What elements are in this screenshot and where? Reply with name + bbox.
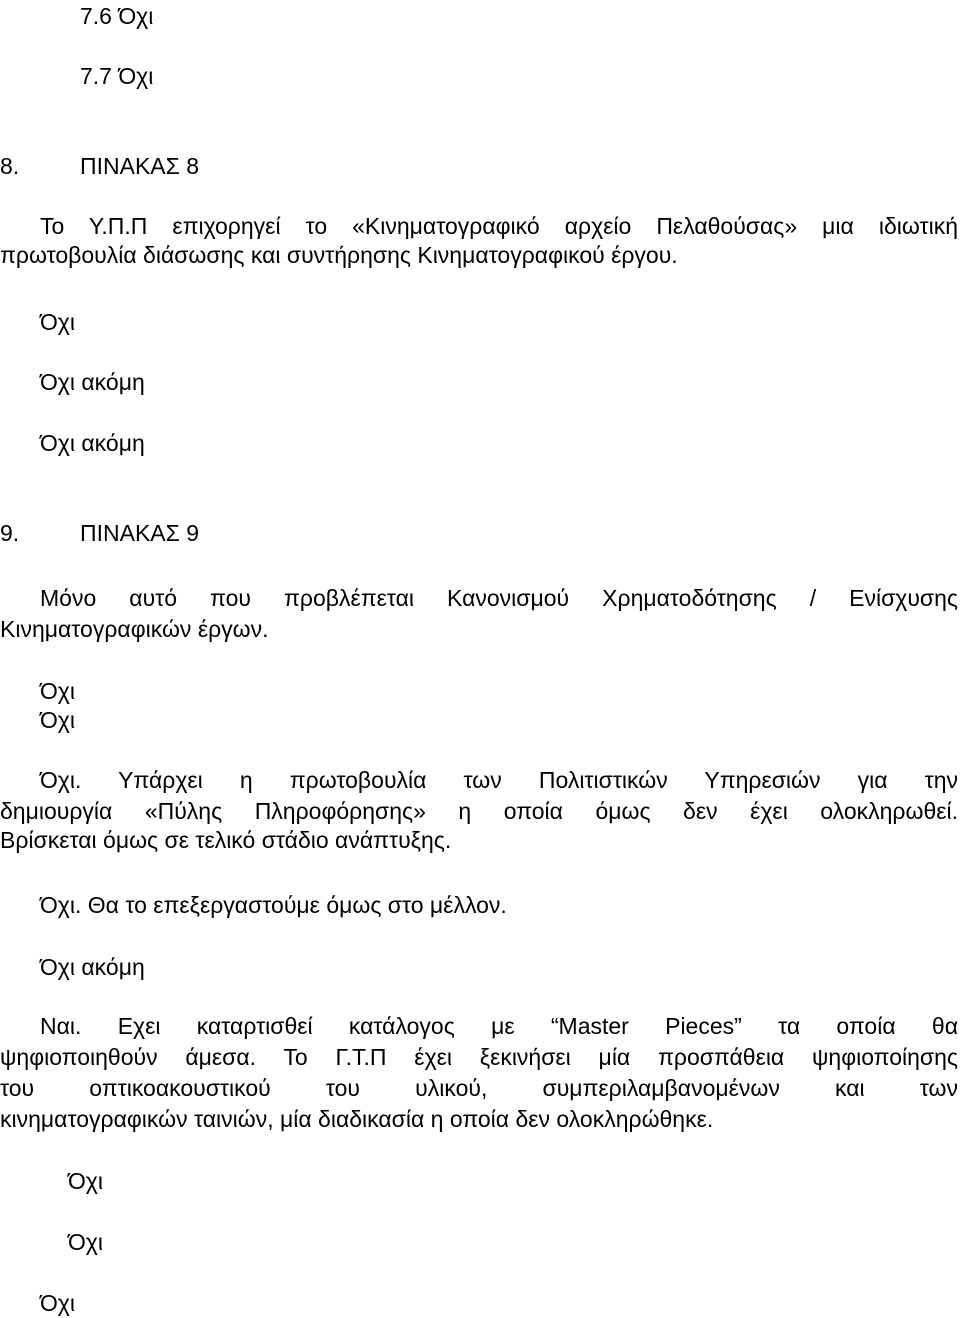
section-9-paragraph-3-line: Ναι. Εχει καταρτισθεί κατάλογος με “Master Pieces” τα οποία θα: [40, 1013, 958, 1039]
section-8-heading: ΠΙΝΑΚΑΣ 8: [80, 153, 200, 179]
section-9-paragraph-3-line: κινηματογραφικών ταινιών, μία διαδικασία η οποία δεν ολοκληρώθηκε.: [0, 1106, 714, 1132]
section-8-answer: Όχι: [40, 309, 75, 335]
section-9-paragraph-2-line: δημιουργία «Πύλης Πληροφόρησης» η οποία όμως δεν έχει ολοκληρωθεί.: [0, 798, 958, 824]
section-9-heading: ΠΙΝΑΚΑΣ 9: [80, 520, 200, 546]
final-answer: Όχι: [68, 1229, 103, 1255]
section-9-answer-4: Όχι ακόμη: [40, 954, 145, 980]
section-8-answer: Όχι ακόμη: [40, 430, 145, 456]
section-9-paragraph-3-line: του οπτικοακουστικού του υλικού, συμπεριλαμβανομένων και των: [0, 1075, 958, 1101]
section-8-answer: Όχι ακόμη: [40, 369, 145, 395]
section-9-paragraph-line: Κινηματογραφικών έργων.: [0, 616, 269, 642]
section-8-paragraph-line: πρωτοβουλία διάσωσης και συντήρησης Κινηματογραφικού έργου.: [0, 242, 678, 268]
item-7-6: 7.6 Όχι: [80, 3, 154, 29]
section-8-paragraph-line: Το Υ.Π.Π επιχορηγεί το «Κινηματογραφικό αρχείο Πελαθούσας» μια ιδιωτική: [40, 213, 958, 239]
section-9-paragraph-2-line: Βρίσκεται όμως σε τελικό στάδιο ανάπτυξης.: [0, 827, 452, 853]
final-answer: Όχι: [68, 1168, 103, 1194]
section-9-answer: Όχι: [40, 678, 75, 704]
section-9-answer-3: Όχι. Θα το επεξεργαστούμε όμως στο μέλλον.: [40, 892, 507, 918]
section-9-paragraph-2-line: Όχι. Υπάρχει η πρωτοβουλία των Πολιτιστικών Υπηρεσιών για την: [40, 767, 958, 793]
section-9-number: 9.: [0, 520, 20, 546]
section-8-number: 8.: [0, 153, 20, 179]
section-9-paragraph-line: Μόνο αυτό που προβλέπεται Κανονισμού Χρηματοδότησης / Ενίσχυσης: [40, 585, 958, 611]
final-answer: Όχι: [40, 1290, 75, 1316]
section-9-answer: Όχι: [40, 707, 75, 733]
item-7-7: 7.7 Όχι: [80, 63, 154, 89]
section-9-paragraph-3-line: ψηφιοποιηθούν άμεσα. Το Γ.Τ.Π έχει ξεκινήσει μία προσπάθεια ψηφιοποίησης: [0, 1044, 958, 1070]
